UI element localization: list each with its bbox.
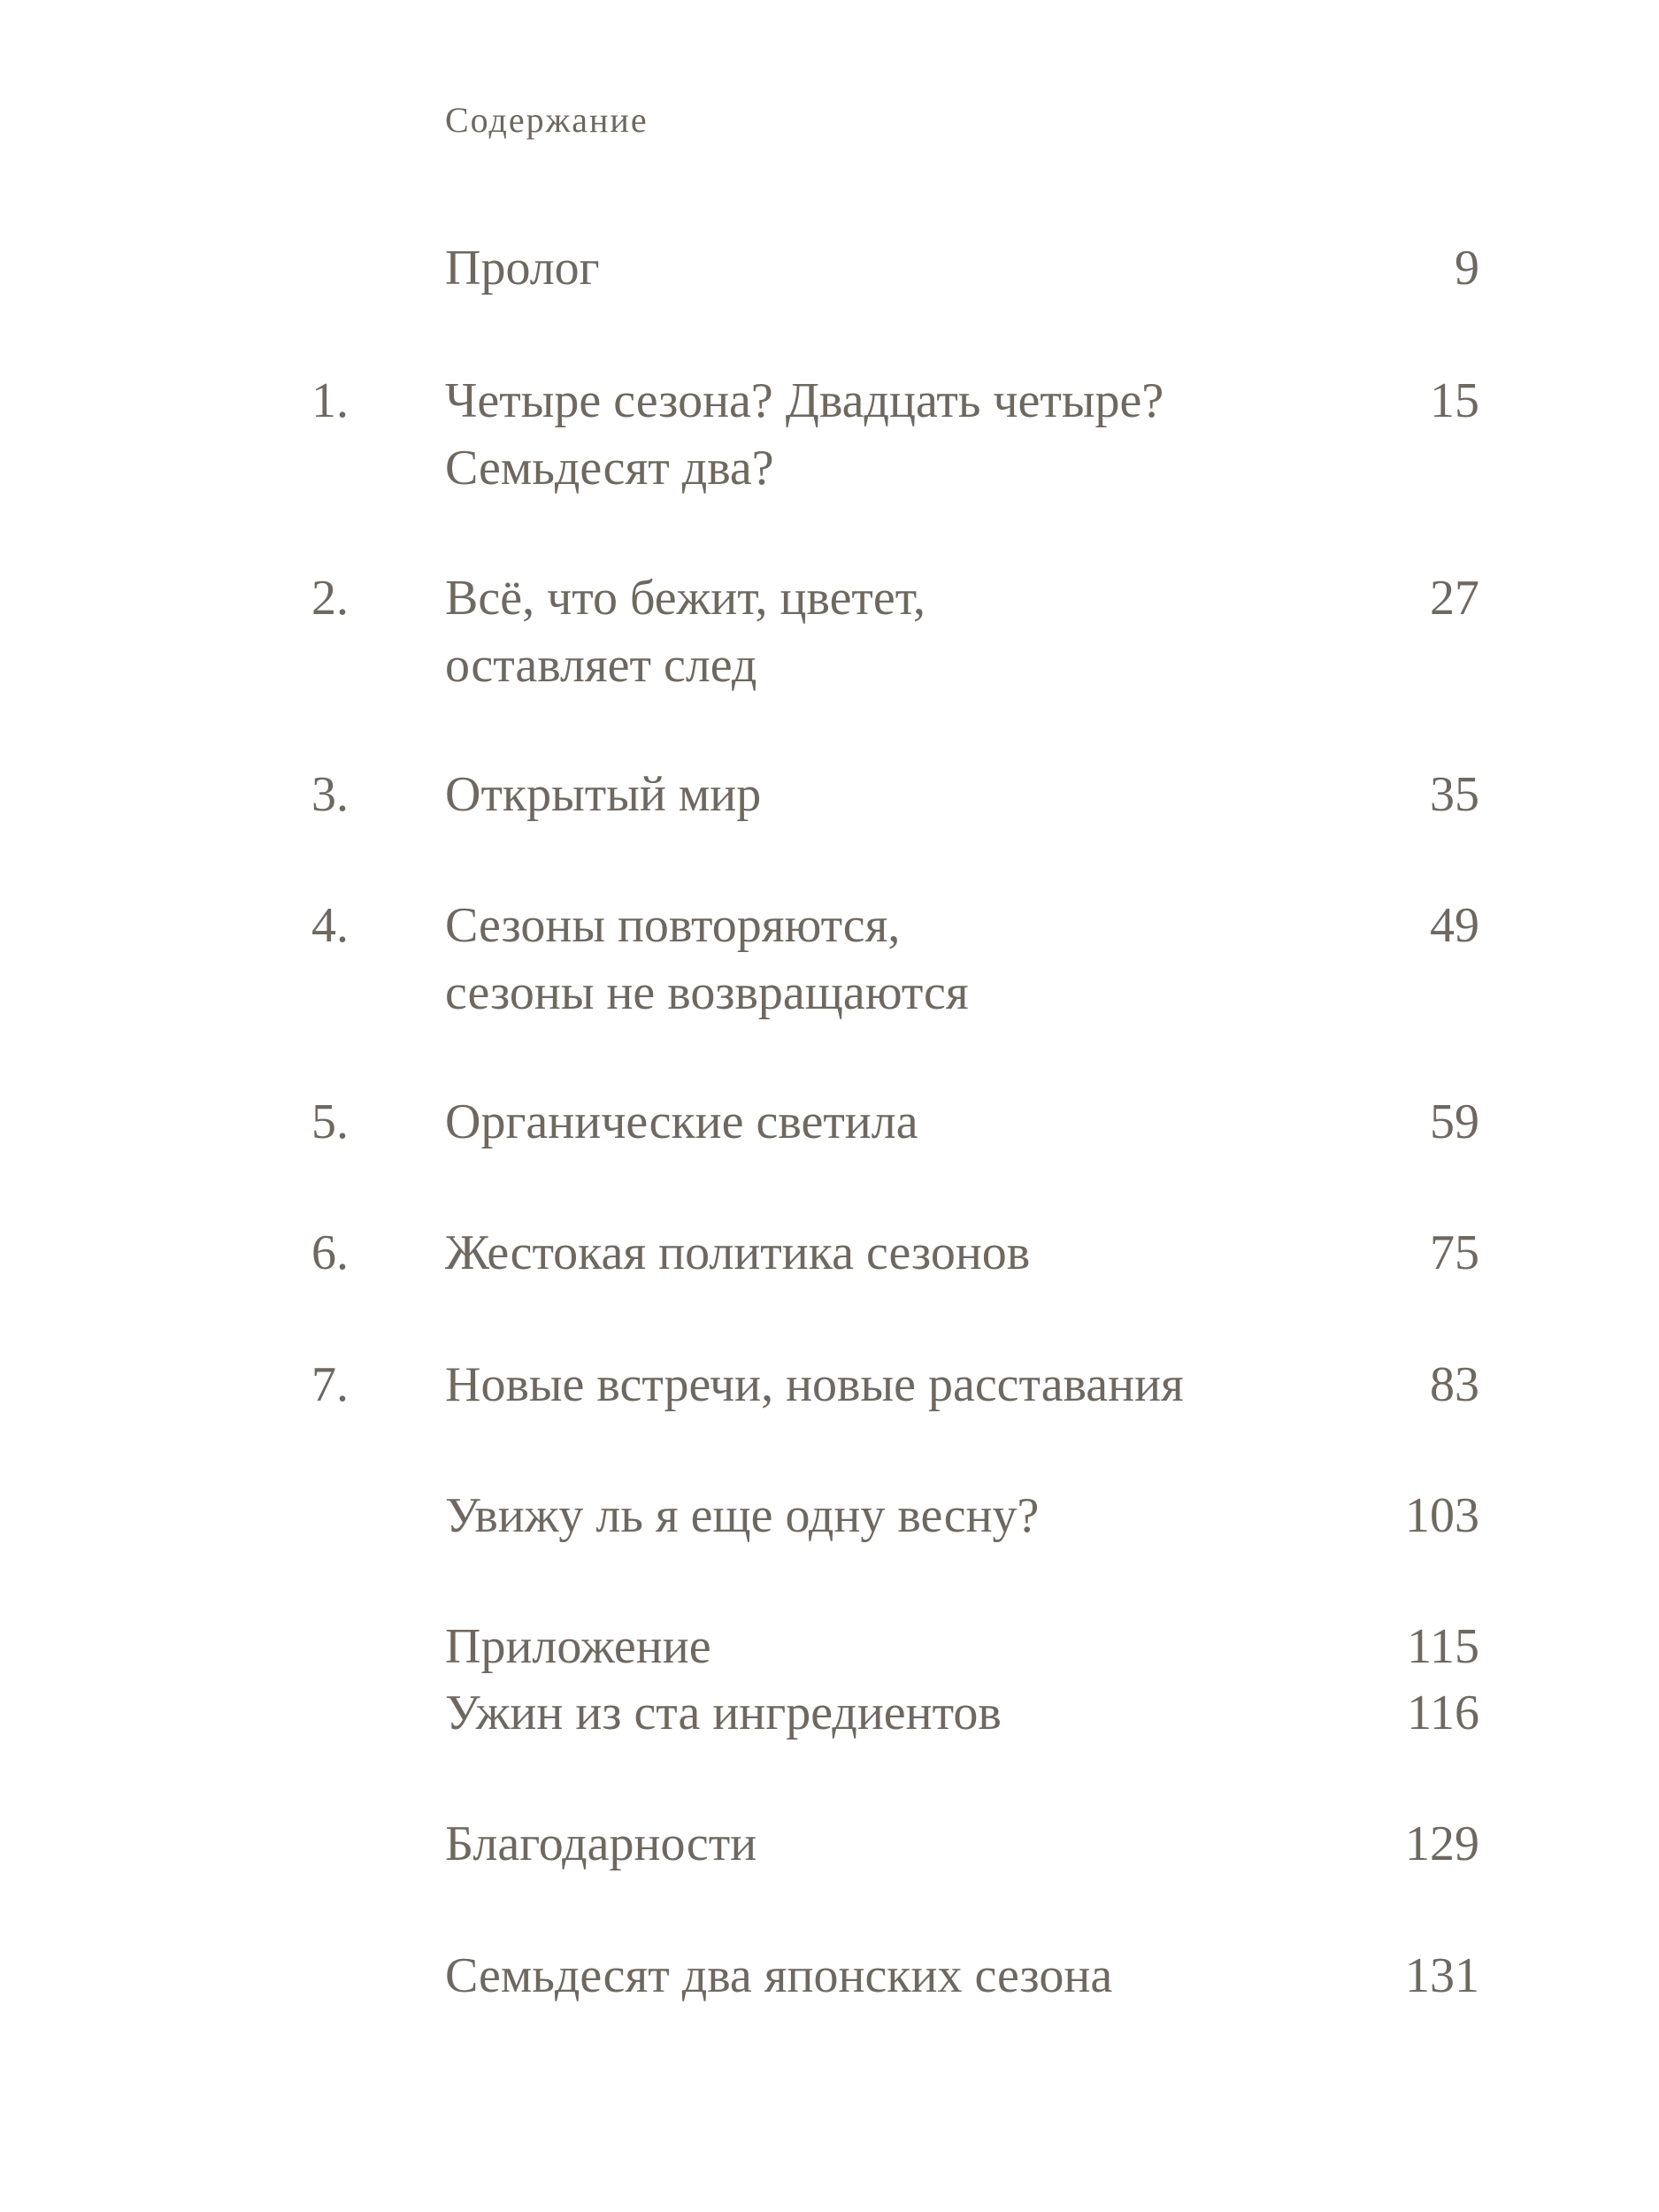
chapter-title-line: Сезоны повторяются, bbox=[445, 898, 901, 953]
chapter-title-line: Открытый мир bbox=[445, 767, 762, 822]
chapter-number: 6. bbox=[311, 1225, 349, 1280]
page-number: 103 bbox=[1405, 1488, 1479, 1543]
chapter-number: 5. bbox=[311, 1094, 349, 1149]
chapter-title-line: сезоны не возвращаются bbox=[445, 965, 969, 1020]
chapter-title bbox=[445, 1613, 1330, 1680]
chapter-number: 3. bbox=[311, 767, 349, 822]
chapter-title-line: Всё, что бежит, цветет, bbox=[445, 571, 926, 626]
page-number: 49 bbox=[1430, 898, 1479, 953]
chapter-title bbox=[445, 761, 1330, 828]
page-number: 129 bbox=[1405, 1816, 1479, 1871]
chapter-title bbox=[445, 234, 1330, 302]
page-number: 59 bbox=[1430, 1094, 1479, 1149]
chapter-title-line: Новые встречи, новые расставания bbox=[445, 1357, 1184, 1412]
chapter-title-line: Жестокая политика сезонов bbox=[445, 1225, 1031, 1280]
page-number: 115 bbox=[1407, 1619, 1479, 1674]
chapter-title bbox=[445, 1219, 1330, 1286]
page-number: 35 bbox=[1430, 767, 1479, 822]
page-number: 83 bbox=[1430, 1357, 1479, 1412]
page-number: 27 bbox=[1430, 571, 1479, 626]
chapter-title bbox=[445, 892, 1330, 1026]
chapter-title bbox=[445, 1679, 1330, 1747]
page-title: Содержание bbox=[445, 100, 649, 140]
chapter-number: 7. bbox=[311, 1357, 349, 1412]
chapter-title-line: оставляет след bbox=[445, 638, 757, 693]
chapter-number: 2. bbox=[311, 571, 349, 626]
chapter-title-line: Семьдесят два японских сезона bbox=[445, 1948, 1113, 2003]
chapter-title bbox=[445, 1482, 1330, 1549]
page-number: 116 bbox=[1407, 1686, 1479, 1740]
chapter-title-line: Приложение bbox=[445, 1619, 711, 1674]
chapter-title-line: Четыре сезона? Двадцать четыре? bbox=[445, 373, 1164, 428]
chapter-title bbox=[445, 1088, 1330, 1156]
chapter-title bbox=[445, 1942, 1330, 2009]
chapter-title-line: Семьдесят два? bbox=[445, 441, 774, 495]
page-number: 15 bbox=[1430, 373, 1479, 428]
chapter-title bbox=[445, 1810, 1330, 1878]
chapter-number: 4. bbox=[311, 898, 349, 953]
chapter-title bbox=[445, 565, 1330, 699]
chapter-title-line: Пролог bbox=[445, 241, 600, 296]
page-number: 9 bbox=[1455, 241, 1479, 296]
page-number: 75 bbox=[1430, 1225, 1479, 1280]
chapter-title-line: Ужин из ста ингредиентов bbox=[445, 1686, 1002, 1740]
chapter-title-line: Благодарности bbox=[445, 1816, 757, 1871]
chapter-title-line: Увижу ль я еще одну весну? bbox=[445, 1488, 1040, 1543]
chapter-title bbox=[445, 1351, 1330, 1418]
chapter-title-line: Органические светила bbox=[445, 1094, 918, 1149]
page-number: 131 bbox=[1405, 1948, 1479, 2003]
chapter-number: 1. bbox=[311, 373, 349, 428]
chapter-title bbox=[445, 367, 1330, 502]
